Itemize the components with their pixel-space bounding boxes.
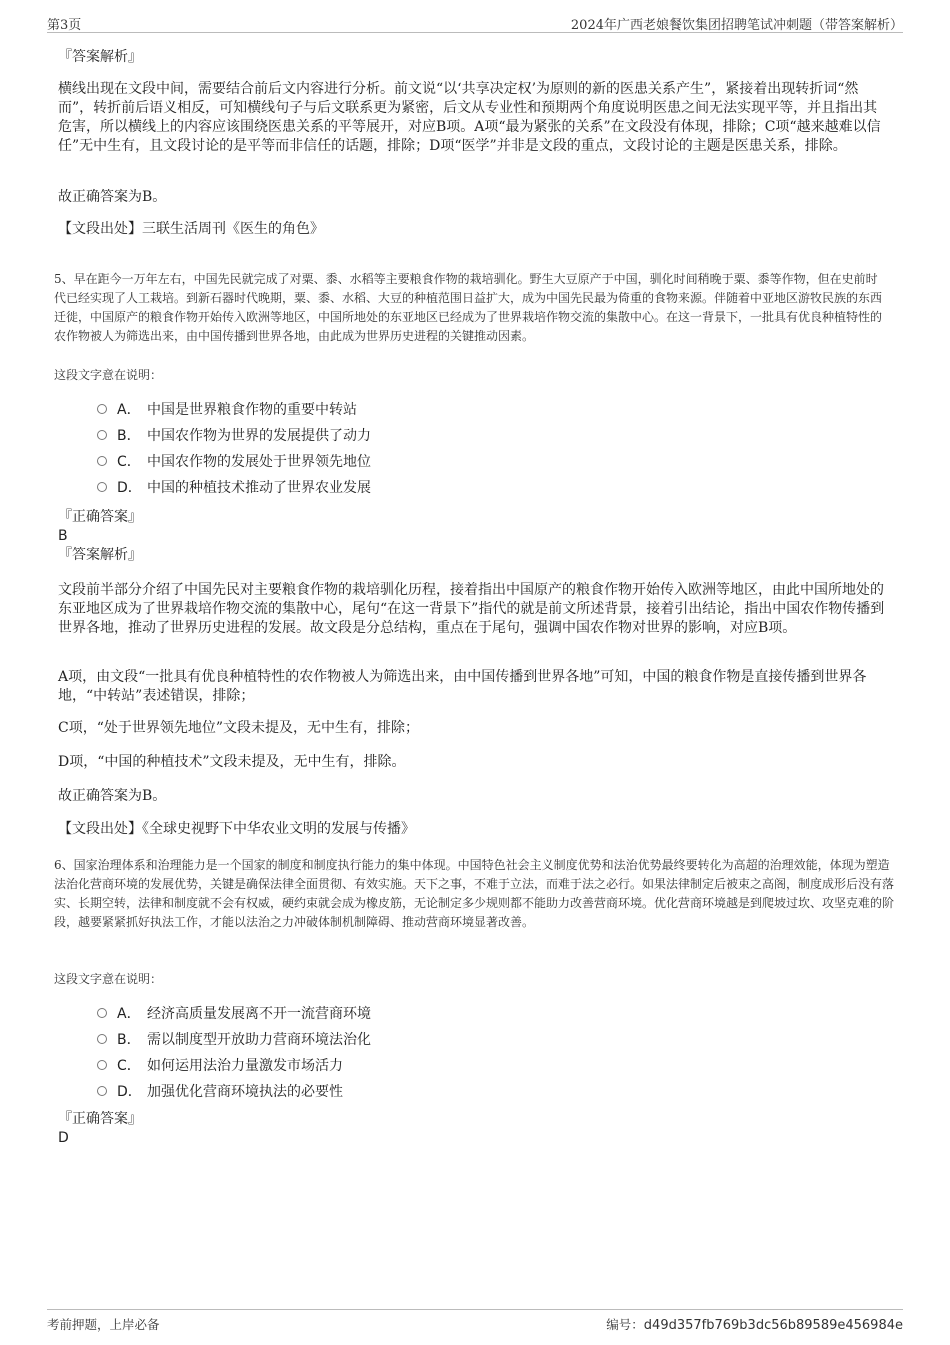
document-code: [606, 1315, 903, 1333]
radio-button-icon[interactable]: [97, 430, 107, 440]
q5-option-b[interactable]: B． 中国农作物为世界的发展提供了动力: [97, 426, 371, 446]
q5-analysis-label: 『答案解析』: [58, 547, 142, 563]
q6-answer: D: [58, 1130, 69, 1146]
q6-option-a[interactable]: A． 经济高质量发展离不开一流营商环境: [97, 1004, 371, 1024]
q6-stem: 6、国家治理体系和治理能力是一个国家的制度和制度执行能力的集中体现。中国特色社会主义制度优势和法治优势最终要转化为高超的治理效能，体现为塑造法治化营商环境的发展优势，关键是确保法律全面贯彻、有效实施。天下之事，不难于立法，而难于法之必行。如果法律制定后被束之高阁，制度成形后没有落实、长期空转，法律和制度就不会有权威，硬约束就会成为橡皮筋，无论制定多少规则都不能助力改善营商环境。优化营商环境越是到爬坡过坎、攻坚克难的阶段，越要紧紧抓好执法工作，才能以法治之力冲破体制机制障碍、推动营商环境显著改善。: [54, 858, 895, 929]
footer-slogan: 考前押题，上岸必备: [47, 1317, 160, 1332]
option-text: 需以制度型开放助力营商环境法治化: [147, 1032, 371, 1048]
q6-answer-label: 『正确答案』: [58, 1111, 142, 1127]
q6-option-c[interactable]: C． 如何运用法治力量激发市场活力: [97, 1056, 343, 1076]
option-text: 中国农作物为世界的发展提供了动力: [147, 428, 371, 444]
q6-option-d[interactable]: D． 加强优化营商环境执法的必要性: [97, 1082, 343, 1102]
q5-analysis-option-a: A项，由文段“一批具有优良种植特性的农作物被人为筛选出来，由中国传播到世界各地”可知，中国的粮食作物是直接传播到世界各地，“中转站”表述错误，排除；: [58, 669, 867, 704]
code-value: d49d357fb769b3dc56b89589e456984e: [643, 1318, 903, 1333]
q5-answer: B: [58, 528, 68, 544]
option-text: 中国是世界粮食作物的重要中转站: [147, 402, 357, 418]
q5-option-a[interactable]: A． 中国是世界粮食作物的重要中转站: [97, 400, 357, 420]
code-label: 编号：: [606, 1317, 644, 1332]
q5-analysis-option-c: C项，“处于世界领先地位”文段未提及，无中生有，排除；: [58, 720, 420, 736]
q4-analysis-text: 横线出现在文段中间，需要结合前后文内容进行分析。前文说“以‘共享决定权’为原则的新的医患关系产生”，紧接着出现转折词“然而”，转折前后语义相反，可知横线句子与后文联系更为紧密，后文从专业性和预期两个角度说明医患之间无法实现平等，并且指出其危害，所以横线上的内容应该围绕医患关系的平等展开，对应B项。A项“最为紧张的关系”在文段没有体现，排除；C项“越来越难以信任”无中生有，且文段讨论的是平等而非信任的话题，排除；D项“医学”并非是文段的重点，文段讨论的主题是医患关系，排除。: [58, 81, 881, 154]
option-text: 如何运用法治力量激发市场活力: [147, 1058, 343, 1074]
q5-analysis-text: 文段前半部分介绍了中国先民对主要粮食作物的栽培驯化历程，接着指出中国原产的粮食作物开始传入欧洲等地区，由此中国所地处的东亚地区成为了世界栽培作物交流的集散中心，尾句“在这一背景下”指代的就是前文所述背景，接着引出结论，指出中国农作物传播到世界各地，推动了世界历史进程的发展。故文段是分总结构，重点在于尾句，强调中国农作物对世界的影响，对应B项。: [58, 582, 885, 636]
page-footer: [47, 1309, 903, 1334]
q5-prompt: 这段文字意在说明：: [54, 368, 163, 382]
option-text: 加强优化营商环境执法的必要性: [147, 1084, 343, 1100]
radio-button-icon[interactable]: [97, 482, 107, 492]
radio-button-icon[interactable]: [97, 1086, 107, 1096]
page-header: [47, 12, 903, 33]
radio-button-icon[interactable]: [97, 404, 107, 414]
document-title: 2024年广西老娘餐饮集团招聘笔试冲刺题（带答案解析）: [570, 18, 903, 33]
q4-conclusion: 故正确答案为B。: [58, 189, 167, 205]
q5-source: 【文段出处】《全球史视野下中华农业文明的发展与传播》: [58, 821, 415, 837]
option-text: 中国农作物的发展处于世界领先地位: [147, 454, 371, 470]
q5-stem: 5、早在距今一万年左右，中国先民就完成了对粟、黍、水稻等主要粮食作物的栽培驯化。野生大豆原产于中国，驯化时间稍晚于粟、黍等作物，但在史前时代已经实现了人工栽培。到新石器时代晚期，粟、黍、水稻、大豆的种植范围日益扩大，成为中国先民最为倚重的食物来源。伴随着中亚地区游牧民族的东西迁徙，中国原产的粮食作物开始传入欧洲等地区，中国所地处的东亚地区已经成为了世界栽培作物交流的集散中心。在这一背景下，一批具有优良种植特性的农作物被人为筛选出来，由中国传播到世界各地，由此成为世界历史进程的关键推动因素。: [54, 272, 883, 343]
option-text: 经济高质量发展离不开一流营商环境: [147, 1006, 371, 1022]
q5-answer-label: 『正确答案』: [58, 509, 142, 525]
q5-option-d[interactable]: D． 中国的种植技术推动了世界农业发展: [97, 478, 371, 498]
q6-prompt: 这段文字意在说明：: [54, 972, 163, 986]
q5-analysis-option-d: D项，“中国的种植技术”文段未提及，无中生有，排除。: [58, 754, 406, 770]
radio-button-icon[interactable]: [97, 1060, 107, 1070]
radio-button-icon[interactable]: [97, 1034, 107, 1044]
radio-button-icon[interactable]: [97, 456, 107, 466]
q5-option-c[interactable]: C． 中国农作物的发展处于世界领先地位: [97, 452, 371, 472]
q4-source: 【文段出处】三联生活周刊《医生的角色》: [58, 221, 324, 237]
q4-analysis-label: 『答案解析』: [58, 49, 142, 65]
page-number: 第3页: [47, 18, 82, 33]
q6-option-b[interactable]: B． 需以制度型开放助力营商环境法治化: [97, 1030, 371, 1050]
q5-conclusion: 故正确答案为B。: [58, 788, 167, 804]
option-text: 中国的种植技术推动了世界农业发展: [147, 480, 371, 496]
radio-button-icon[interactable]: [97, 1008, 107, 1018]
